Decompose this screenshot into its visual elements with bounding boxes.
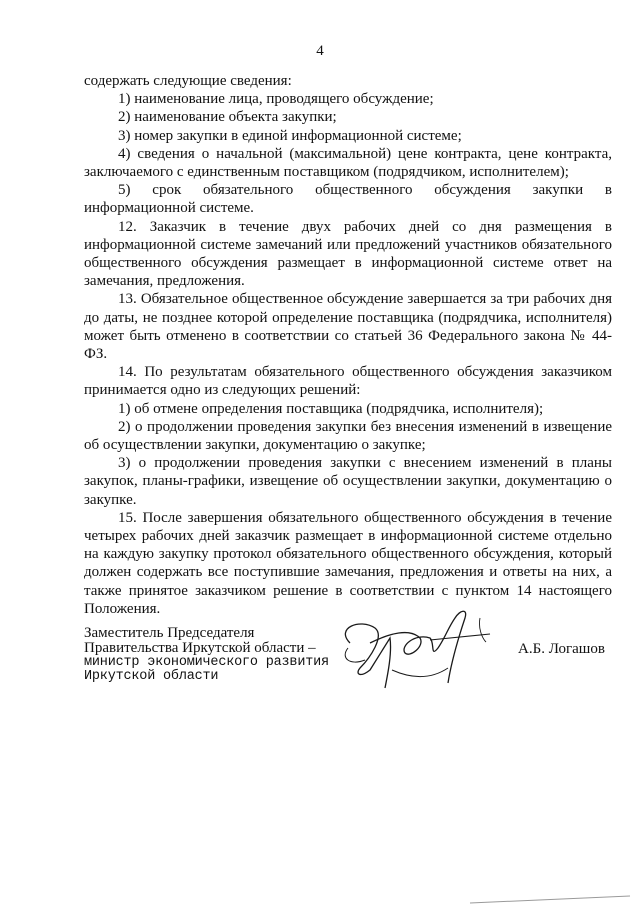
signatory-title-line: министр экономического развития [84,655,329,670]
list-item: 4) сведения о начальной (максимальной) цене контракта, цене контракта, заключаемого с единственным поставщиком (подрядчиком, исполнителем); [84,145,612,181]
paragraph-13: 13. Обязательное общественное обсуждение завершается за три рабочих дня до даты, не позднее которой определение поставщика (подрядчика, исполнителя) может быть отменено в соответствии со статьей 36 Федерального закона № 44-ФЗ. [84,291,612,363]
paragraph-12: 12. Заказчик в течение двух рабочих дней со дня размещения в информационной системе замечаний или предложений участников обязательного общественного обсуждения размещает в информационной системе ответ на замечания, предложения. [84,218,612,290]
paragraph-14: 14. По результатам обязательного общественного обсуждения заказчиком принимается одно из следующих решений: [84,364,612,399]
paragraph: содержать следующие сведения: [84,73,292,89]
signatory-title [84,626,344,684]
handwritten-signature [330,598,500,698]
scan-edge-mark [0,892,640,905]
list-item: 1) наименование лица, проводящего обсуждение; [118,91,434,108]
list-item: 5) срок обязательного общественного обсуждения закупки в информационной системе. [84,182,612,217]
page-number: 4 [316,43,324,59]
paragraph-15: 15. После завершения обязательного общественного обсуждения в течение четырех рабочих дней заказчик размещает в информационной системе отдельно на каждую закупку протокол обязательного общественного обсуждения, который должен содержать все поступившие замечания, предложения и ответы на них, а также принятое заказчиком решение в соответствии с пунктом 14 настоящего Положения. [84,509,612,617]
signatory-title-line: Правительства Иркутской области – [84,640,316,656]
list-item: 3) номер закупки в единой информационной системе; [118,127,462,144]
list-item: 2) наименование объекта закупки; [118,109,337,126]
signatory-name: А.Б. Логашов [518,641,605,657]
signatory-title-line: Иркутской области [84,669,219,684]
document-body [84,72,612,618]
list-item: 2) о продолжении проведения закупки без внесения изменений в извещение об осуществлении закупки, документацию о закупке; [84,418,612,454]
signatory-title-line: Заместитель Председателя [84,625,255,641]
list-item: 1) об отмене определения поставщика (подрядчика, исполнителя); [118,400,544,417]
list-item: 3) о продолжении проведения закупки с внесением изменений в планы закупок, планы-графики, извещение об осуществлении закупки, документацию о закупке. [84,455,612,508]
